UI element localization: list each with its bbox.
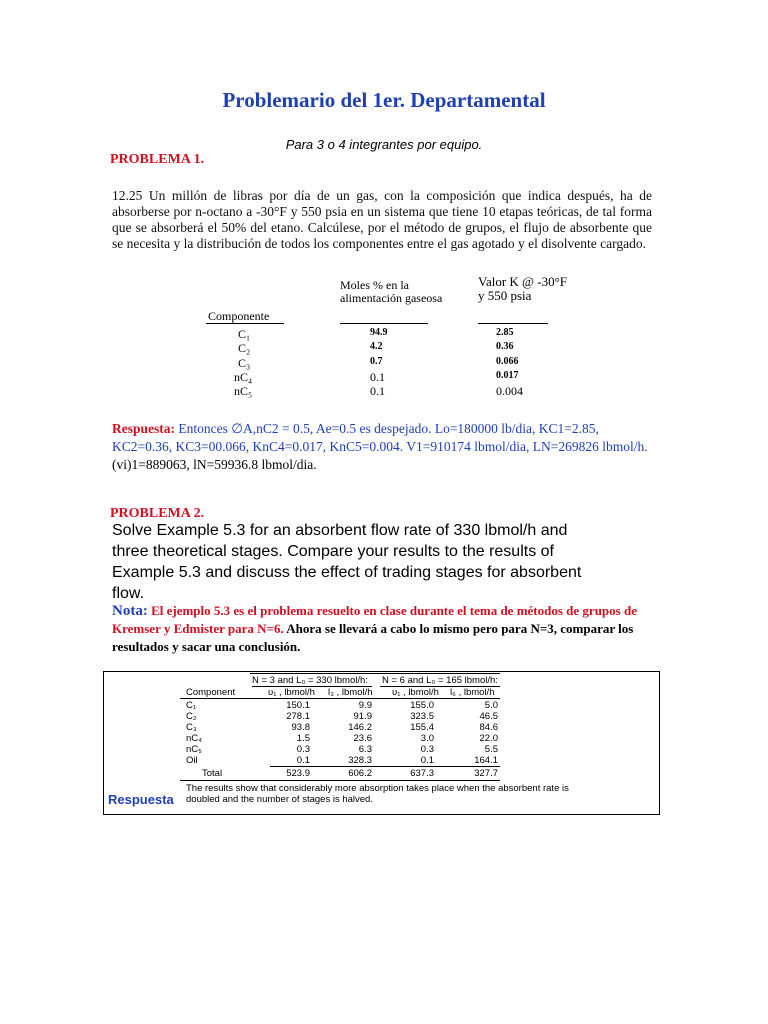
header-component: Componente <box>208 309 270 323</box>
table-row <box>180 755 500 766</box>
cell-component: nC₄ <box>234 370 253 384</box>
cell: 5.0 <box>484 700 498 711</box>
table-row <box>180 733 500 744</box>
cell: nC₄ <box>186 733 203 744</box>
table-row <box>180 700 500 711</box>
cell: 84.6 <box>479 722 498 733</box>
header-underline <box>340 323 428 324</box>
respuesta1-text-2: (vi)1=889063, lN=59936.8 lbmol/dia. <box>112 457 317 472</box>
problema1-heading: PROBLEMA 1. <box>110 152 205 167</box>
cell: 150.1 <box>286 700 310 711</box>
table-row <box>200 370 560 384</box>
cell: 5.5 <box>484 744 498 755</box>
table-rule <box>180 698 500 699</box>
problem-text: Un millón de libras por día de un gas, con la composición que indica después, ha de absorberse por n-octano a -30°F y 550 psia en un sistema que tiene 10 etapas teóricas, de tal forma que se absorberá el 50% del etano. Calcúlese, por el método de grupos, el flujo de absorbente que se necesita y la distribución de todos los componentes entre el gas agotado y el disolvente cargado. <box>112 188 653 251</box>
nota-red-text: El ejemplo 5.3 es el problema resuelto en clase durante el tema de métodos de grupos de Kremser y Edmister para N=6. <box>112 603 637 636</box>
cell: 637.3 <box>410 768 434 779</box>
col-l3: l₃ , lbmol/h <box>328 687 373 698</box>
page-title: Problemario del 1er. Departamental <box>222 88 546 112</box>
cell: 328.3 <box>348 755 372 766</box>
cell-component: C₁ <box>238 327 251 341</box>
table-row <box>180 744 500 755</box>
cell: 22.0 <box>479 733 498 744</box>
cell: 323.5 <box>410 711 434 722</box>
table-row <box>200 356 560 370</box>
cell-moles: 0.1 <box>370 384 385 398</box>
table-row <box>200 384 560 398</box>
table-rule <box>250 673 500 674</box>
col-component: Component <box>186 687 236 698</box>
col-v1-n6: υ₁ , lbmol/h <box>392 687 439 698</box>
header-moles: Moles % en la alimentación gaseosa <box>340 278 443 305</box>
problem-number: 12.25 <box>112 188 143 203</box>
group-header-n3: N = 3 and L₀ = 330 lbmol/h: <box>252 675 368 686</box>
respuesta2-label: Respuesta <box>108 792 174 807</box>
cell-k: 0.36 <box>496 341 514 352</box>
col-l6: l₆ , lbmol/h <box>450 687 495 698</box>
cell: C₃ <box>186 722 197 733</box>
header-k-value: Valor K @ -30°F y 550 psia <box>478 274 568 303</box>
nota-black-text: Ahora se llevará a cabo lo mismo pero para N=3, comparar los resultados y sacar una conclusión. <box>112 621 634 654</box>
cell: C₁ <box>186 700 197 711</box>
nota <box>112 602 657 656</box>
table-row <box>200 327 560 341</box>
page-subtitle: Para 3 o 4 integrantes por equipo. <box>285 137 483 152</box>
cell: 91.9 <box>353 711 372 722</box>
cell: 46.5 <box>479 711 498 722</box>
cell-moles: 0.1 <box>370 370 385 384</box>
table-rule <box>270 766 500 767</box>
cell: Total <box>202 768 223 779</box>
cell-moles: 94.9 <box>370 327 388 338</box>
cell: 155.4 <box>410 722 434 733</box>
table-row <box>180 722 500 733</box>
cell-component: C₃ <box>238 356 251 370</box>
table-row <box>200 341 560 355</box>
problema1-statement <box>112 188 652 252</box>
cell-k: 0.066 <box>496 356 519 367</box>
cell-k: 0.017 <box>496 370 519 381</box>
cell: 1.5 <box>296 733 310 744</box>
cell: 606.2 <box>348 768 372 779</box>
table-row <box>180 711 500 722</box>
cell: 278.1 <box>286 711 310 722</box>
cell-component: C₂ <box>238 341 251 355</box>
cell-k: 0.004 <box>496 384 523 398</box>
respuesta1 <box>112 420 657 474</box>
respuesta1-label: Respuesta: <box>112 421 175 436</box>
results-note: The results show that considerably more absorption takes place when the absorbent rate is doubled and the number of stages is halved. <box>186 783 569 805</box>
cell: 0.1 <box>420 755 434 766</box>
cell-component: nC₅ <box>234 384 253 398</box>
col-v1-n3: υ₁ , lbmol/h <box>268 687 315 698</box>
header-underline <box>206 323 284 324</box>
cell: Oil <box>186 755 198 766</box>
cell: nC₅ <box>186 744 202 755</box>
cell: 0.1 <box>296 755 310 766</box>
cell: 9.9 <box>358 700 372 711</box>
respuesta1-text: Entonces ∅A,nC2 = 0.5, Ae=0.5 es despejado. Lo=180000 lb/dia, KC1=2.85, KC2=0.36, KC3=00.066, KnC4=0.017, KnC5=0.004. V1=910174 lbmol/dia, LN=269826 lbmol/h. <box>112 421 648 454</box>
cell: 0.3 <box>420 744 434 755</box>
cell: 0.3 <box>296 744 310 755</box>
cell: 93.8 <box>291 722 310 733</box>
cell: 523.9 <box>286 768 310 779</box>
cell: 327.7 <box>474 768 498 779</box>
header-underline <box>478 323 548 324</box>
table-rule <box>180 780 500 781</box>
cell: 155.0 <box>410 700 434 711</box>
cell: 23.6 <box>353 733 372 744</box>
table-row-total <box>180 768 500 779</box>
problema2-statement: Solve Example 5.3 for an absorbent flow rate of 330 lbmol/h and three theoretical stages. Compare your results to the results of Example 5.3 and discuss the effect of trading stages for absorbent flow. <box>112 522 582 602</box>
cell-moles: 0.7 <box>370 356 383 367</box>
group-header-n6: N = 6 and L₀ = 165 lbmol/h: <box>382 675 498 686</box>
cell: 3.0 <box>420 733 434 744</box>
nota-label: Nota: <box>112 603 148 619</box>
cell-k: 2.85 <box>496 327 514 338</box>
cell: 146.2 <box>348 722 372 733</box>
cell-moles: 4.2 <box>370 341 383 352</box>
cell: C₂ <box>186 711 197 722</box>
problema2-heading: PROBLEMA 2. <box>110 506 205 521</box>
cell: 6.3 <box>358 744 372 755</box>
cell: 164.1 <box>474 755 498 766</box>
